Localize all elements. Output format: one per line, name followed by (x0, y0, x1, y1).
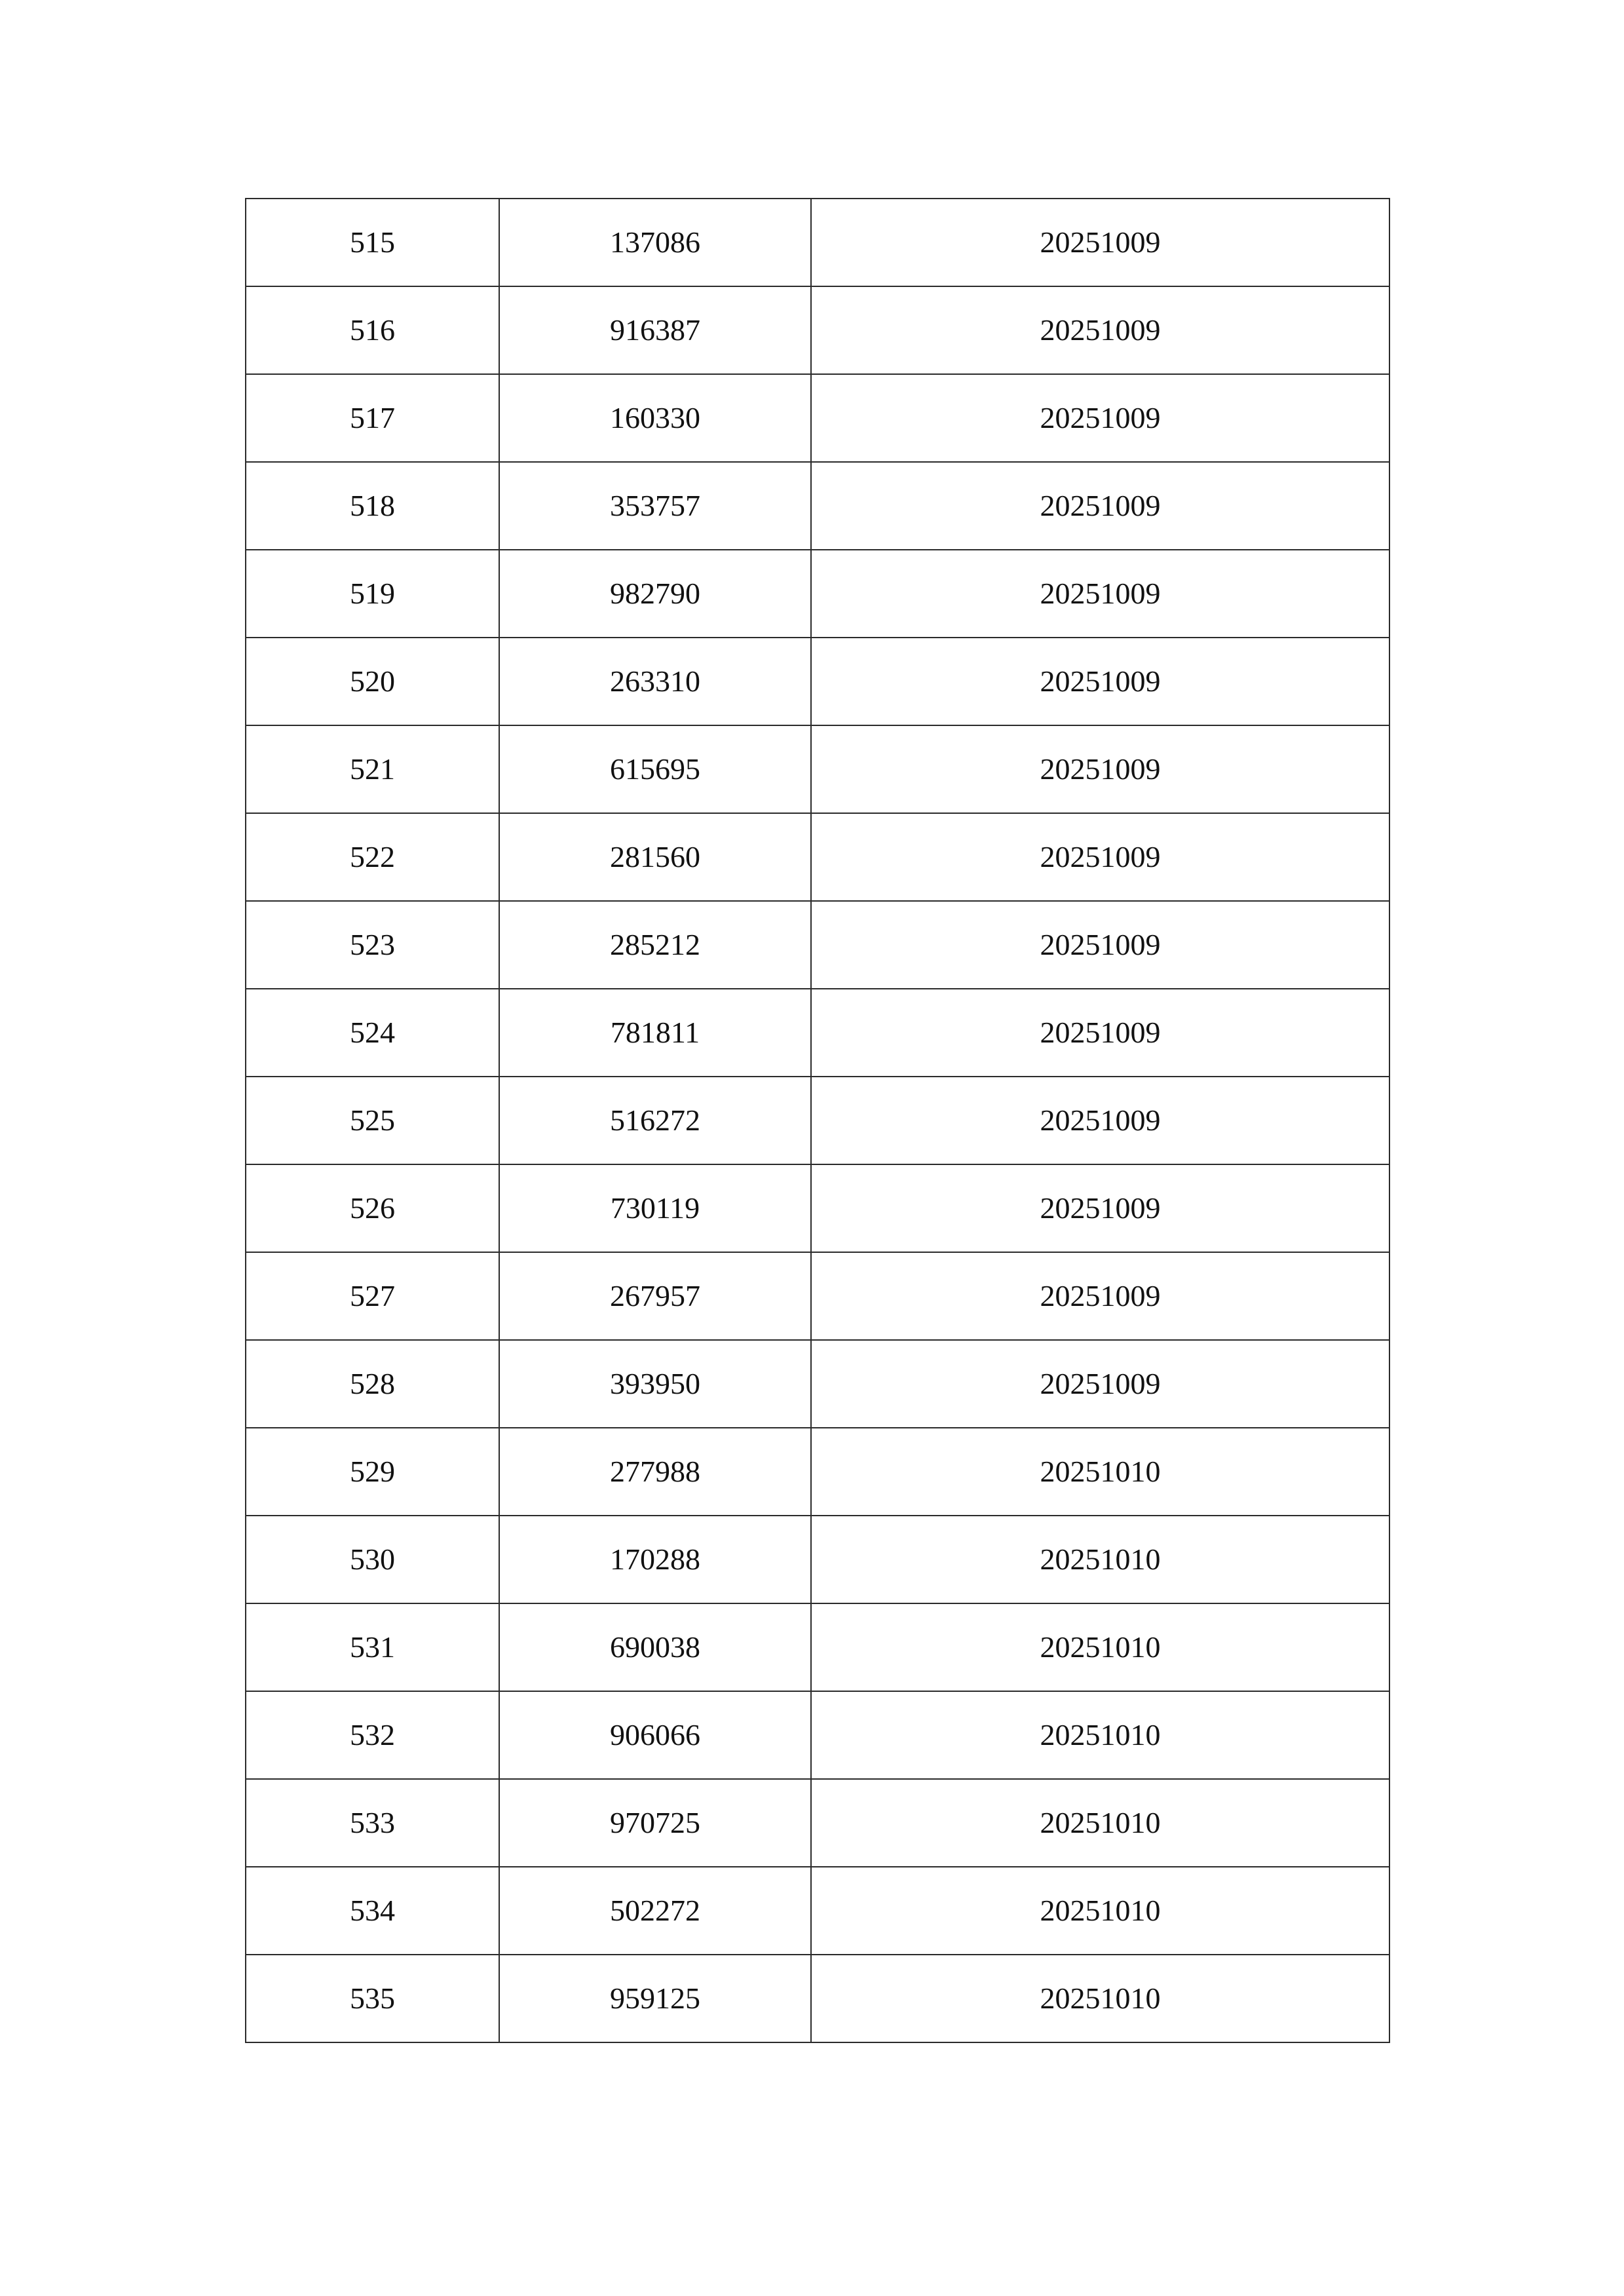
cell-code: 906066 (499, 1691, 811, 1779)
cell-code: 137086 (499, 199, 811, 286)
table-body (246, 199, 1389, 2042)
cell-date: 20251009 (811, 199, 1389, 286)
cell-serial: 526 (246, 1164, 499, 1252)
table-row (246, 638, 1389, 725)
cell-date: 20251010 (811, 1955, 1389, 2042)
cell-serial: 515 (246, 199, 499, 286)
cell-date: 20251009 (811, 725, 1389, 813)
cell-serial: 532 (246, 1691, 499, 1779)
cell-code: 281560 (499, 813, 811, 901)
table-row (246, 725, 1389, 813)
cell-code: 690038 (499, 1603, 811, 1691)
cell-code: 277988 (499, 1428, 811, 1516)
cell-date: 20251009 (811, 550, 1389, 638)
cell-code: 781811 (499, 989, 811, 1077)
cell-code: 285212 (499, 901, 811, 989)
table-row (246, 1077, 1389, 1164)
cell-code: 730119 (499, 1164, 811, 1252)
table-row (246, 199, 1389, 286)
table-row (246, 286, 1389, 374)
cell-date: 20251009 (811, 1164, 1389, 1252)
cell-serial: 527 (246, 1252, 499, 1340)
cell-serial: 535 (246, 1955, 499, 2042)
cell-serial: 518 (246, 462, 499, 550)
cell-date: 20251010 (811, 1779, 1389, 1867)
cell-code: 970725 (499, 1779, 811, 1867)
cell-serial: 520 (246, 638, 499, 725)
cell-code: 959125 (499, 1955, 811, 2042)
cell-serial: 525 (246, 1077, 499, 1164)
cell-date: 20251009 (811, 1252, 1389, 1340)
cell-serial: 524 (246, 989, 499, 1077)
cell-serial: 533 (246, 1779, 499, 1867)
cell-date: 20251009 (811, 374, 1389, 462)
cell-date: 20251009 (811, 462, 1389, 550)
table-row (246, 1691, 1389, 1779)
cell-date: 20251009 (811, 901, 1389, 989)
table-row (246, 901, 1389, 989)
cell-code: 982790 (499, 550, 811, 638)
cell-serial: 522 (246, 813, 499, 901)
cell-serial: 519 (246, 550, 499, 638)
cell-date: 20251009 (811, 989, 1389, 1077)
cell-serial: 523 (246, 901, 499, 989)
cell-code: 170288 (499, 1516, 811, 1603)
cell-serial: 517 (246, 374, 499, 462)
cell-serial: 528 (246, 1340, 499, 1428)
cell-date: 20251009 (811, 1077, 1389, 1164)
cell-code: 263310 (499, 638, 811, 725)
cell-date: 20251009 (811, 813, 1389, 901)
table-row (246, 1779, 1389, 1867)
table-row (246, 1252, 1389, 1340)
cell-code: 502272 (499, 1867, 811, 1955)
cell-code: 267957 (499, 1252, 811, 1340)
cell-serial: 521 (246, 725, 499, 813)
table-row (246, 813, 1389, 901)
table-row (246, 1164, 1389, 1252)
table-row (246, 1867, 1389, 1955)
table-row (246, 462, 1389, 550)
table-row (246, 1516, 1389, 1603)
cell-date: 20251010 (811, 1428, 1389, 1516)
cell-code: 916387 (499, 286, 811, 374)
table-row (246, 550, 1389, 638)
cell-date: 20251010 (811, 1516, 1389, 1603)
table-row (246, 374, 1389, 462)
cell-serial: 530 (246, 1516, 499, 1603)
cell-serial: 516 (246, 286, 499, 374)
table-row (246, 1340, 1389, 1428)
cell-serial: 531 (246, 1603, 499, 1691)
cell-code: 353757 (499, 462, 811, 550)
cell-date: 20251010 (811, 1867, 1389, 1955)
cell-date: 20251009 (811, 638, 1389, 725)
table-row (246, 1955, 1389, 2042)
cell-date: 20251009 (811, 1340, 1389, 1428)
cell-code: 516272 (499, 1077, 811, 1164)
cell-date: 20251010 (811, 1691, 1389, 1779)
cell-code: 393950 (499, 1340, 811, 1428)
data-table (245, 198, 1390, 2043)
cell-date: 20251010 (811, 1603, 1389, 1691)
cell-date: 20251009 (811, 286, 1389, 374)
table-row (246, 1603, 1389, 1691)
table-row (246, 1428, 1389, 1516)
table-row (246, 989, 1389, 1077)
cell-code: 615695 (499, 725, 811, 813)
cell-serial: 534 (246, 1867, 499, 1955)
cell-serial: 529 (246, 1428, 499, 1516)
cell-code: 160330 (499, 374, 811, 462)
